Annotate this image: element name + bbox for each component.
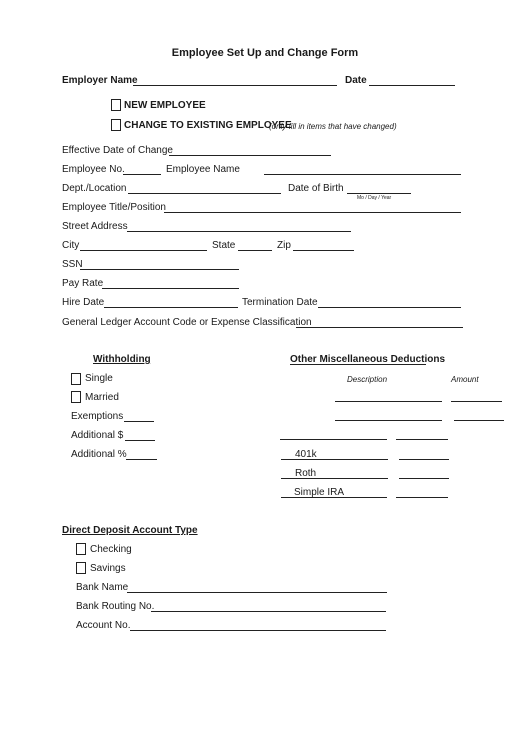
state-label: State (212, 240, 236, 251)
effective-date-field[interactable] (169, 155, 331, 156)
direct-deposit-heading: Direct Deposit Account Type (62, 525, 198, 536)
account-no-label: Account No. (76, 620, 131, 631)
city-field[interactable] (80, 250, 207, 251)
deduction-401k-amount[interactable] (399, 459, 449, 460)
bank-name-label: Bank Name (76, 582, 129, 593)
street-address-field[interactable] (127, 231, 351, 232)
deduction-roth-amount[interactable] (399, 478, 449, 479)
employee-no-label: Employee No. (62, 164, 125, 175)
new-employee-checkbox[interactable] (111, 99, 121, 111)
married-checkbox[interactable] (71, 391, 81, 403)
date-of-birth-label: Date of Birth (288, 183, 344, 194)
exemptions-field[interactable] (124, 421, 154, 422)
employer-name-field[interactable] (133, 85, 337, 86)
gl-code-label: General Ledger Account Code or Expense Classification (62, 317, 312, 328)
employee-name-label: Employee Name (166, 164, 240, 175)
title-position-label: Employee Title/Position (62, 202, 166, 213)
date-field[interactable] (369, 85, 455, 86)
hire-date-label: Hire Date (62, 297, 105, 308)
deduction-amount-field-3[interactable] (396, 439, 448, 440)
bank-routing-label: Bank Routing No. (76, 601, 155, 612)
dob-format-hint: Mo / Day / Year (357, 195, 392, 201)
deduction-description-field-3[interactable] (280, 439, 387, 440)
single-checkbox[interactable] (71, 373, 81, 385)
city-label: City (62, 240, 80, 251)
checking-label: Checking (90, 544, 132, 555)
ssn-label: SSN (62, 259, 83, 270)
account-no-field[interactable] (130, 630, 386, 631)
change-existing-label: CHANGE TO EXISTING EMPLOYEE (124, 120, 292, 131)
form-title: Employee Set Up and Change Form (171, 47, 359, 59)
zip-field[interactable] (293, 250, 354, 251)
deduction-simple-ira-field[interactable] (281, 497, 387, 498)
date-of-birth-field[interactable] (347, 193, 411, 194)
amount-column-header: Amount (451, 375, 479, 384)
additional-percent-label: Additional % (71, 449, 127, 460)
withholding-heading: Withholding (93, 354, 151, 365)
pay-rate-field[interactable] (102, 288, 239, 289)
deduction-401k-field[interactable] (281, 459, 388, 460)
employee-no-field[interactable] (123, 174, 161, 175)
exemptions-label: Exemptions (71, 411, 124, 422)
bank-routing-field[interactable] (151, 611, 386, 612)
state-field[interactable] (238, 250, 272, 251)
ssn-field[interactable] (80, 269, 239, 270)
additional-dollar-label: Additional $ (71, 430, 124, 441)
married-label: Married (85, 392, 119, 403)
change-existing-checkbox[interactable] (111, 119, 121, 131)
savings-label: Savings (90, 563, 126, 574)
hire-date-field[interactable] (104, 307, 238, 308)
description-column-header: Description (347, 375, 388, 384)
change-note: (only fill in items that have changed) (269, 122, 397, 131)
additional-dollar-field[interactable] (125, 440, 155, 441)
deductions-heading-underline (290, 364, 426, 365)
employee-name-field[interactable] (264, 174, 461, 175)
employer-name-label: Employer Name (62, 75, 138, 86)
deduction-roth-field[interactable] (281, 478, 388, 479)
gl-code-field[interactable] (296, 327, 463, 328)
deduction-description-field-1[interactable] (335, 401, 442, 402)
checking-checkbox[interactable] (76, 543, 86, 555)
deductions-heading: Other Miscellaneous Deductions (290, 354, 446, 365)
deduction-item-401k: 401k (295, 449, 317, 460)
dept-location-field[interactable] (128, 193, 281, 194)
additional-percent-field[interactable] (126, 459, 157, 460)
pay-rate-label: Pay Rate (62, 278, 104, 289)
new-employee-label: NEW EMPLOYEE (124, 100, 206, 111)
single-label: Single (85, 373, 113, 384)
title-position-field[interactable] (164, 212, 461, 213)
termination-date-field[interactable] (318, 307, 461, 308)
date-label: Date (345, 75, 367, 86)
deduction-simple-ira-amount[interactable] (396, 497, 448, 498)
bank-name-field[interactable] (127, 592, 387, 593)
zip-label: Zip (277, 240, 291, 251)
deduction-item-simple-ira: Simple IRA (294, 487, 345, 498)
dept-location-label: Dept./Location (62, 183, 127, 194)
deduction-description-field-2[interactable] (335, 420, 442, 421)
street-address-label: Street Address (62, 221, 128, 232)
deduction-item-roth: Roth (295, 468, 317, 479)
deduction-amount-field-1[interactable] (451, 401, 502, 402)
effective-date-label: Effective Date of Change (62, 145, 173, 156)
savings-checkbox[interactable] (76, 562, 86, 574)
termination-date-label: Termination Date (242, 297, 318, 308)
deduction-amount-field-2[interactable] (454, 420, 504, 421)
